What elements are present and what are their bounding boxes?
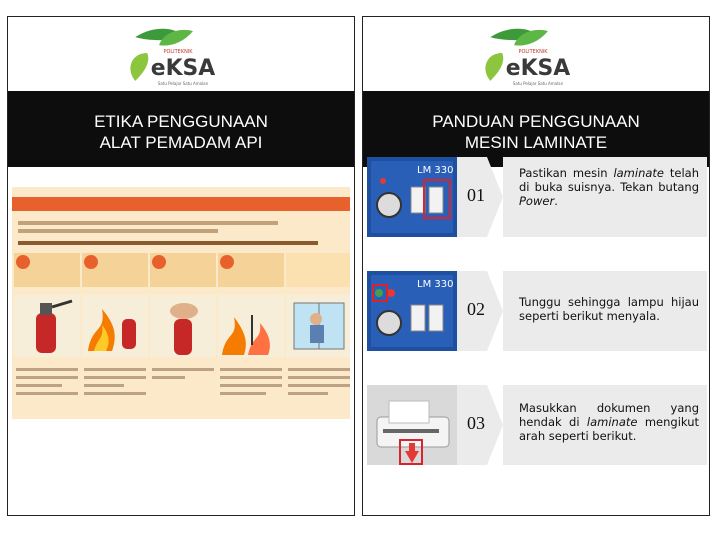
machine-label: LM 330 — [417, 165, 454, 176]
logo-wordmark: eKSA — [150, 55, 216, 81]
window-escape-illustration — [286, 295, 350, 357]
left-title-line1: ETIKA PENGGUNAAN — [94, 112, 268, 131]
step-p — [14, 253, 80, 287]
logo-tagline: Satu Pelajar Satu Amalan — [512, 80, 564, 86]
caption-4 — [218, 363, 284, 413]
step-row-2 — [367, 271, 707, 351]
step-number: 03 — [467, 413, 485, 433]
machine-power-photo — [367, 157, 457, 237]
logo-top-text: POLITEKNIK — [518, 49, 548, 56]
power-switch-highlight — [423, 179, 451, 219]
eksa-logo — [363, 23, 709, 91]
step-row-3 — [367, 385, 707, 465]
caption-3 — [150, 363, 216, 413]
step-description: Tunggu sehingga lampu hijau seperti berikut menyala. — [503, 271, 707, 351]
extinguisher-illustration — [14, 295, 80, 357]
caption-5 — [286, 363, 350, 413]
machine-light-photo — [367, 271, 457, 351]
step-number: 01 — [467, 185, 485, 205]
right-title-band — [363, 91, 709, 167]
caption-1 — [14, 363, 80, 413]
green-light-highlight — [372, 284, 388, 302]
infographic-text-line — [18, 241, 318, 245]
step-s — [150, 253, 216, 287]
right-title-line1: PANDUAN PENGGUNAAN — [432, 112, 640, 131]
left-panel — [7, 16, 355, 516]
caption-2 — [82, 363, 148, 413]
fire-extinguisher-infographic — [12, 187, 350, 419]
squeeze-illustration — [150, 295, 216, 357]
logo-tagline: Satu Pelajar Satu Amalan — [157, 80, 209, 86]
aim-illustration — [82, 295, 148, 357]
left-title-line2: ALAT PEMADAM API — [99, 133, 263, 152]
step-s2 — [218, 253, 284, 287]
left-title-band — [8, 91, 354, 167]
step-row-1 — [367, 157, 707, 237]
logo-top-text: POLITEKNIK — [163, 49, 193, 56]
step-a — [82, 253, 148, 287]
machine-insert-photo — [367, 385, 457, 465]
step-note — [286, 253, 350, 287]
infographic-text-line — [18, 221, 278, 225]
machine-label: LM 330 — [417, 279, 454, 290]
right-panel — [362, 16, 710, 516]
infographic-header-bar — [12, 197, 350, 211]
eksa-logo — [8, 23, 354, 91]
step-description: Masukkan dokumen yang hendak di laminate mengikut arah seperti berikut. — [503, 385, 707, 465]
logo-wordmark: eKSA — [505, 55, 571, 81]
step-number: 02 — [467, 299, 485, 319]
insert-direction-highlight — [399, 439, 423, 465]
infographic-text-line — [18, 229, 218, 233]
sweep-illustration — [218, 295, 284, 357]
right-title-line2: MESIN LAMINATE — [464, 133, 608, 152]
step-description: Pastikan mesin laminate telah di buka suisnya. Tekan butang Power. — [503, 157, 707, 237]
